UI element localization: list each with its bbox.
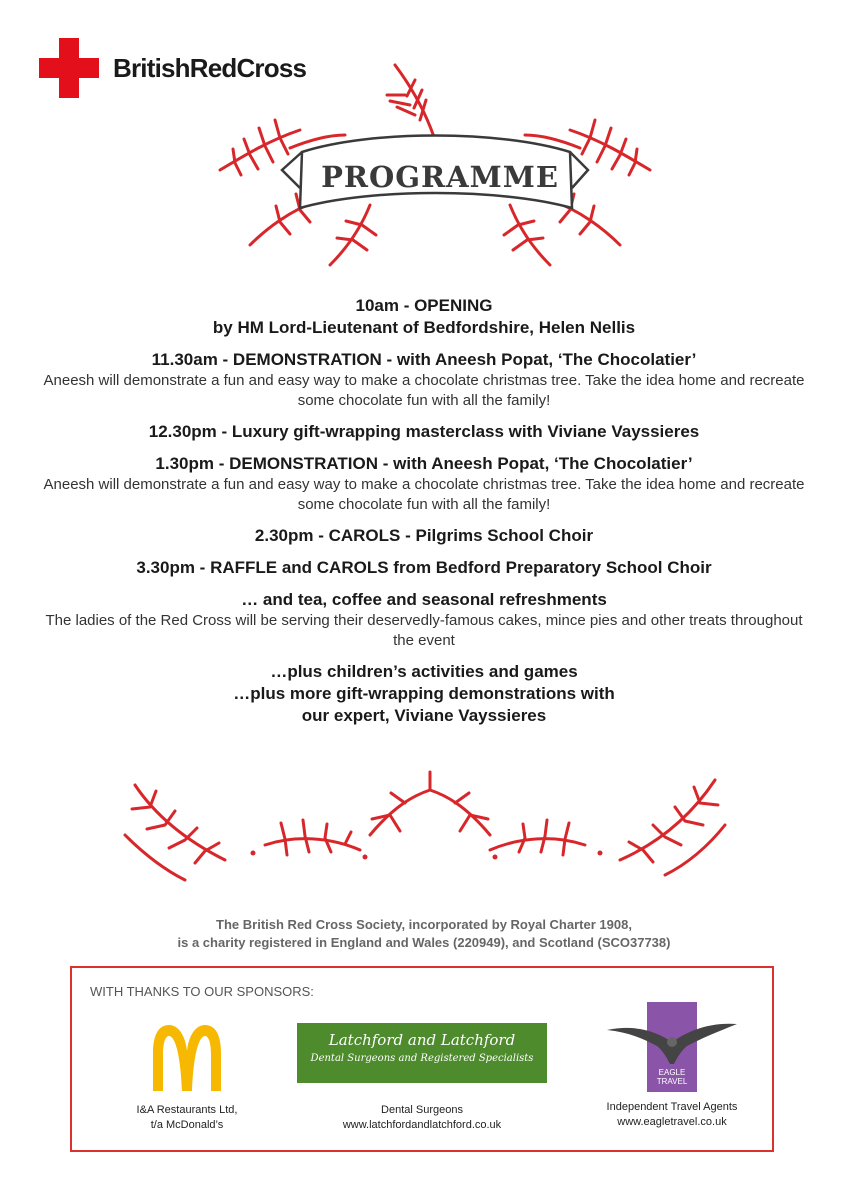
brand-name: BritishRedCross [113, 52, 307, 83]
mcdonalds-logo-icon [147, 1023, 227, 1093]
latchford-logo-name: Latchford and Latchford [328, 1031, 516, 1049]
item-subheading: our expert, Viviane Vayssieres [301, 706, 547, 725]
sponsor-latchford [282, 1023, 562, 1133]
sponsor-eagle-travel [572, 1002, 772, 1130]
eagle-icon [602, 1012, 742, 1072]
charity-line: The British Red Cross Society, incorporated by Royal Charter 1908, [216, 917, 632, 932]
item-heading: … and tea, coffee and seasonal refreshments [241, 590, 607, 609]
programme-item [40, 661, 808, 727]
latchford-logo-tagline: Dental Surgeons and Registered Specialists [310, 1053, 534, 1064]
item-heading: 3.30pm - RAFFLE and CAROLS from Bedford Preparatory School Choir [136, 558, 712, 577]
red-cross-icon [39, 38, 99, 98]
item-heading: …plus children’s activities and games [270, 662, 578, 681]
programme-item [40, 557, 808, 579]
eagle-logo-word: TRAVEL [656, 1077, 688, 1086]
item-heading: 11.30am - DEMONSTRATION - with Aneesh Popat, ‘The Chocolatier’ [151, 350, 697, 369]
item-subheading: …plus more gift-wrapping demonstrations with [233, 684, 615, 703]
item-subheading: by HM Lord-Lieutenant of Bedfordshire, Helen Nellis [212, 318, 636, 337]
item-description: Aneesh will demonstrate a fun and easy way to make a chocolate christmas tree. Take the idea home and recreate some chocolate fun with all the family! [43, 476, 805, 513]
eagle-travel-logo [602, 1002, 742, 1094]
programme-item [40, 453, 808, 515]
item-heading: 12.30pm - Luxury gift-wrapping masterclass with Viviane Vayssieres [148, 422, 700, 441]
item-description: The ladies of the Red Cross will be serving their deservedly-famous cakes, mince pies and other treats throughout the event [45, 612, 803, 649]
programme-list [40, 295, 808, 737]
sponsor-line: Dental Surgeons [381, 1104, 463, 1116]
programme-item [40, 421, 808, 443]
sponsor-line: www.eagletravel.co.uk [617, 1116, 727, 1128]
sponsors-heading: WITH THANKS TO OUR SPONSORS: [90, 984, 314, 999]
sponsor-line: I&A Restaurants Ltd, [136, 1104, 238, 1116]
charity-statement [0, 916, 848, 952]
charity-line: is a charity registered in England and Wales (220949), and Scotland (SCO37738) [177, 935, 671, 950]
fir-branch-garland-decoration [115, 765, 735, 895]
sponsor-mcdonalds [102, 1023, 272, 1133]
programme-item [40, 589, 808, 651]
eagle-logo-word: EAGLE [658, 1068, 686, 1077]
sponsor-line: www.latchfordandlatchford.co.uk [342, 1119, 502, 1131]
programme-title: PROGRAMME [321, 160, 559, 194]
sponsors-box [70, 966, 774, 1152]
item-heading: 1.30pm - DEMONSTRATION - with Aneesh Popat, ‘The Chocolatier’ [155, 454, 693, 473]
sponsor-line: Independent Travel Agents [606, 1101, 738, 1113]
item-description: Aneesh will demonstrate a fun and easy way to make a chocolate christmas tree. Take the idea home and recreate some chocolate fun with all the family! [43, 372, 805, 409]
latchford-logo [297, 1023, 547, 1083]
programme-item [40, 525, 808, 547]
programme-item [40, 349, 808, 411]
item-heading: 10am - OPENING [355, 296, 493, 315]
item-heading: 2.30pm - CAROLS - Pilgrims School Choir [254, 526, 594, 545]
sponsor-line: t/a McDonald’s [150, 1119, 224, 1131]
programme-item [40, 295, 808, 339]
